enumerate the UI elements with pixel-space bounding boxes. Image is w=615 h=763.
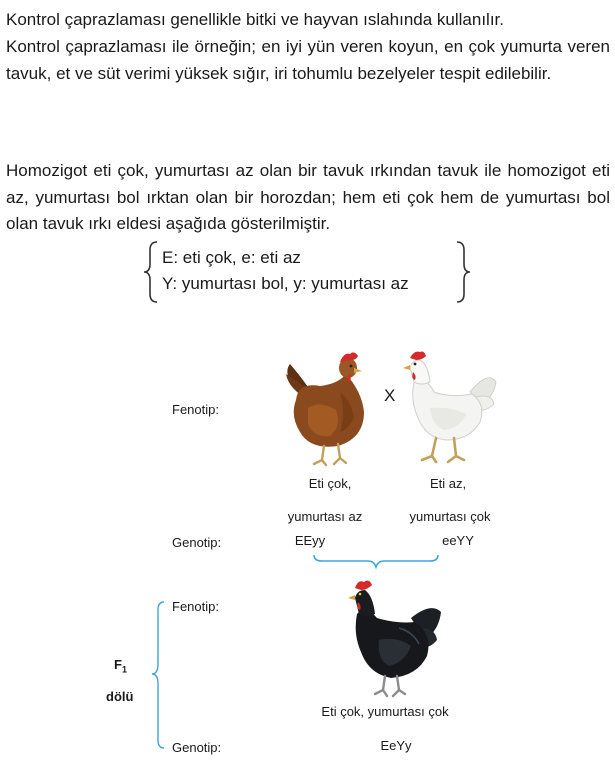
example-paragraph: Kontrol çaprazlaması ile örneğin; en iyi yün veren koyun, en çok yumurta veren tavuk, et ve süt verimi yüksek sığır, iri tohumlu bezelyeler tespit edilebilir. [6, 37, 610, 83]
rooster-trait-1: Eti az, [429, 476, 467, 491]
cross-brace [312, 553, 442, 573]
hen-genotype: EEyy [294, 533, 326, 548]
cross-description-paragraph: Homozigot eti çok, yumurtası az olan bir tavuk ırkından tavuk ile homozigot eti az, yumurtası bol ırktan olan bir horozdan; hem eti çok hem de yumurtası bol olan tavuk ırkı eldesi aşağıda gösterilmiştir. [6, 161, 610, 233]
intro-paragraph: Kontrol çaprazlaması genellikle bitki ve hayvan ıslahında kullanılır. [6, 10, 504, 29]
parent-fenotip-label: Fenotip: [172, 402, 219, 417]
white-rooster-icon [400, 348, 500, 466]
rooster-trait-2: yumurtası çok [409, 509, 491, 524]
cross-symbol: X [384, 386, 396, 405]
parent-genotip-label: Genotip: [172, 535, 222, 550]
f1-fenotip-label: Fenotip: [172, 599, 219, 614]
rooster-genotype: eeYY [442, 533, 474, 548]
offspring-phenotype: Eti çok, yumurtası çok [321, 704, 449, 719]
brown-hen-icon [280, 352, 380, 467]
legend-line-y: Y: yumurtası bol, y: yumurtası az [162, 274, 409, 293]
hen-trait-2: yumurtası az [287, 509, 363, 524]
f1-letter: F [114, 657, 122, 672]
f1-genotip-label: Genotip: [172, 740, 222, 755]
f1-brace [150, 600, 170, 750]
black-chicken-icon [345, 578, 445, 698]
offspring-genotype: EeYy [380, 738, 412, 753]
dolu-label: dölü [106, 689, 134, 704]
f1-label [114, 657, 127, 675]
allele-legend [143, 240, 471, 304]
hen-trait-1: Eti çok, [308, 476, 352, 491]
legend-line-e: E: eti çok, e: eti az [162, 248, 301, 267]
f1-subscript: 1 [121, 664, 127, 675]
